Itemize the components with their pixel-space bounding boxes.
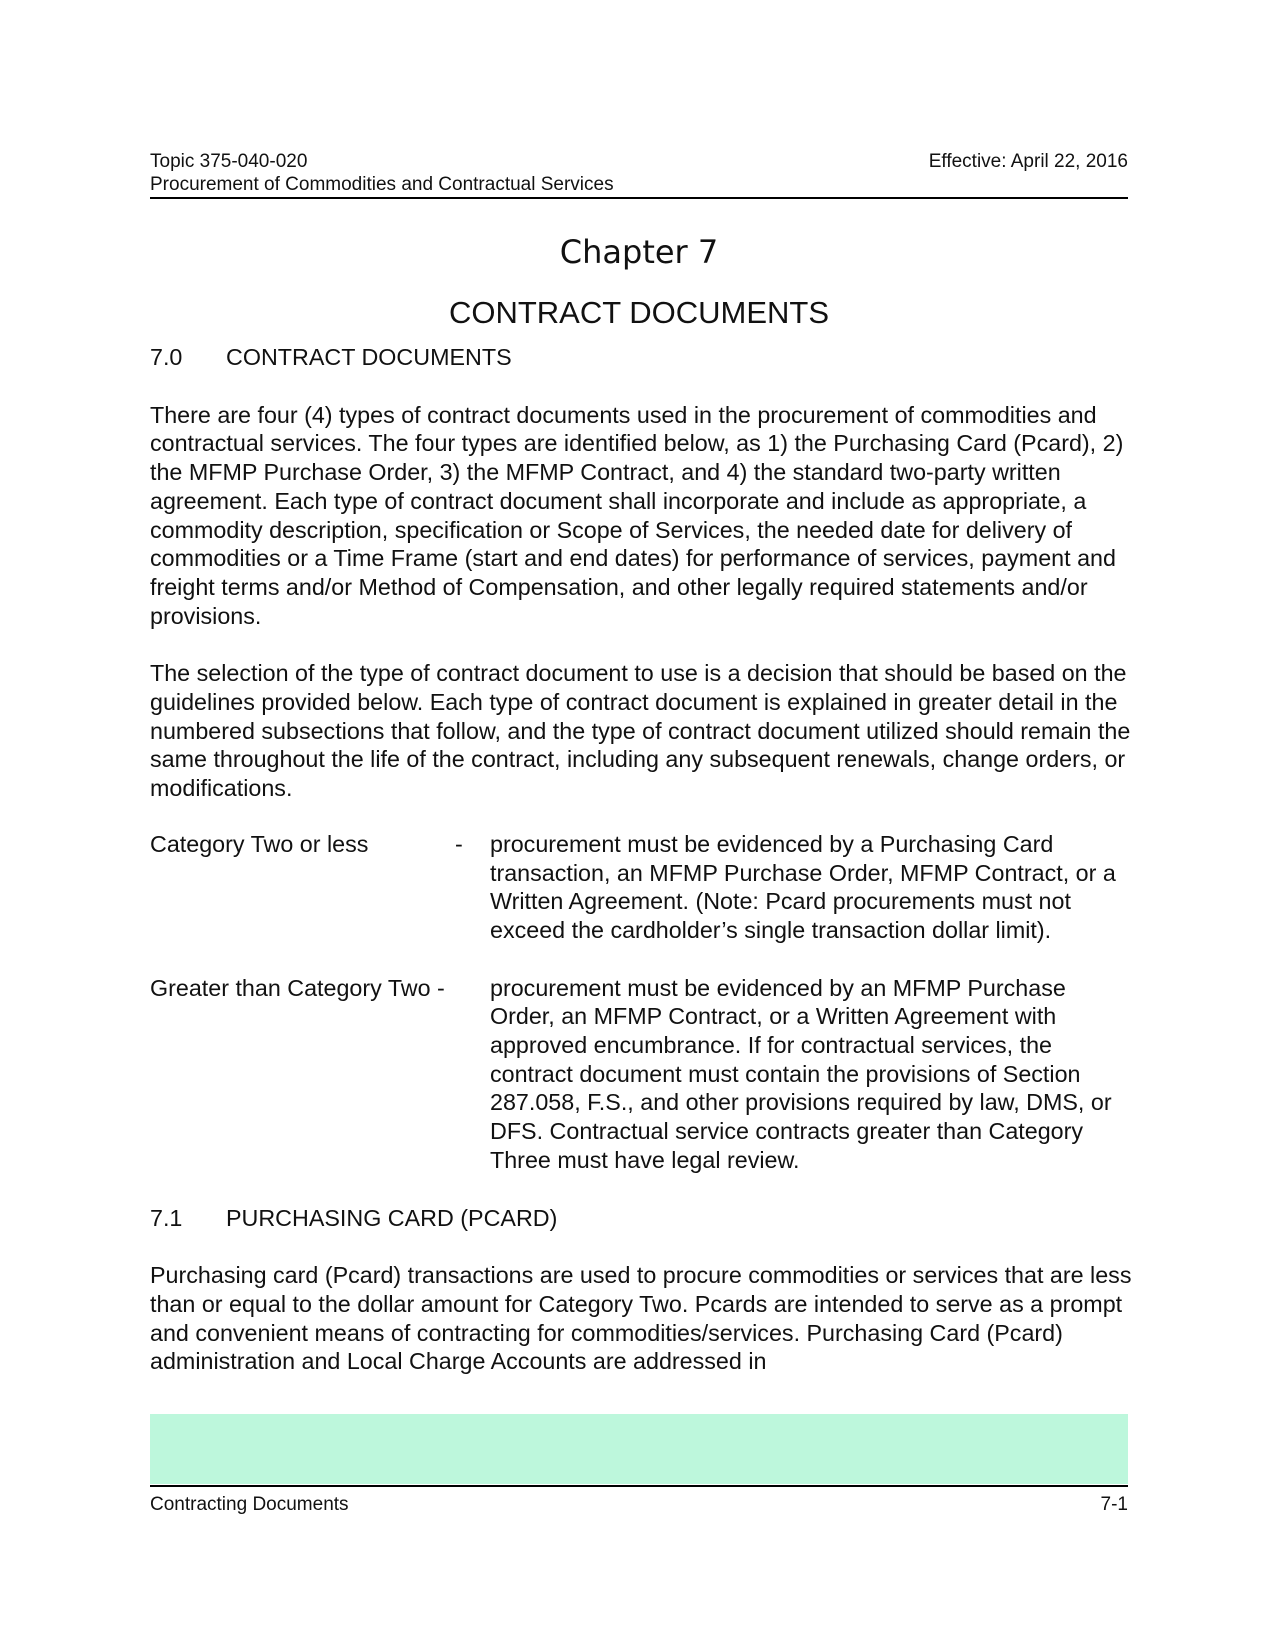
category-label: Greater than Category Two - <box>150 974 445 1001</box>
body-paragraph: The selection of the type of contract document to use is a decision that should be based on the guidelines provided below. Each type of contract document is explained in greater detail in the numbered subsections that follow, and the type of contract document utilized should remain the same throughout the life of the contract, including any subsequent renewals, change orders, or modifications. <box>150 660 1131 802</box>
body-paragraph: There are four (4) types of contract documents used in the procurement of commodities and contractual services. The four types are identified below, as 1) the Purchasing Card (Pcard), 2) the MFMP Purchase Order, 3) the MFMP Contract, and 4) the standard two-party written agreement. Each type of contract document shall incorporate and include as appropriate, a commodity description, specification or Scope of Services, the needed date for delivery of commodities or a Time Frame (start and end dates) for performance of services, payment and freight terms and/or Method of Compensation, and other legally required statements and/or provisions. <box>150 401 1124 629</box>
category-requirement: procurement must be evidenced by a Purchasing Card transaction, an MFMP Purchase Order, MFMP Contract, or a Written Agreement. (Note: Pcard procurements must not exceed the cardholder’s single transaction dollar limit). <box>490 830 1116 943</box>
page-footer <box>150 1493 1128 1516</box>
document-body <box>150 343 1135 1376</box>
section-title: CONTRACT DOCUMENTS <box>226 344 512 370</box>
chapter-subtitle: CONTRACT DOCUMENTS <box>448 295 830 330</box>
category-dash: - <box>455 830 463 857</box>
highlight-band <box>150 1414 1128 1484</box>
section-heading-7-1 <box>150 1204 1135 1233</box>
effective-date: Effective: April 22, 2016 <box>928 151 1128 172</box>
header-rule <box>150 197 1128 199</box>
footer-rule <box>150 1485 1128 1487</box>
section-number: 7.1 <box>150 1204 183 1231</box>
section-heading-7-0 <box>150 343 1135 372</box>
section-number: 7.0 <box>150 344 183 370</box>
page-number: 7-1 <box>1100 1494 1128 1515</box>
chapter-title: Chapter 7 <box>559 233 719 271</box>
category-rule-row <box>150 830 1135 945</box>
section-title: PURCHASING CARD (PCARD) <box>226 1204 558 1231</box>
body-paragraph: Purchasing card (Pcard) transactions are used to procure commodities or services that are less than or equal to the dollar amount for Category Two. Pcards are intended to serve as a prompt and convenient means of contracting for commodities/services. Purchasing Card (Pcard) administration and Local Charge Accounts are addressed in <box>150 1262 1132 1375</box>
footer-title: Contracting Documents <box>150 1494 349 1515</box>
topic-number: Topic 375-040-020 <box>150 151 308 172</box>
category-label: Category Two or less <box>150 830 369 857</box>
category-rule-row <box>150 974 1135 1175</box>
page-header <box>150 150 1128 196</box>
category-requirement: procurement must be evidenced by an MFMP Purchase Order, an MFMP Contract, or a Written Agreement with approved encumbrance. If for contractual services, the contract document must contain the provisions of Section 287.058, F.S., and other provisions required by law, DMS, or DFS. Contractual service contracts greater than Category Three must have legal review. <box>490 974 1112 1173</box>
header-subtitle: Procurement of Commodities and Contractual Services <box>150 174 614 195</box>
